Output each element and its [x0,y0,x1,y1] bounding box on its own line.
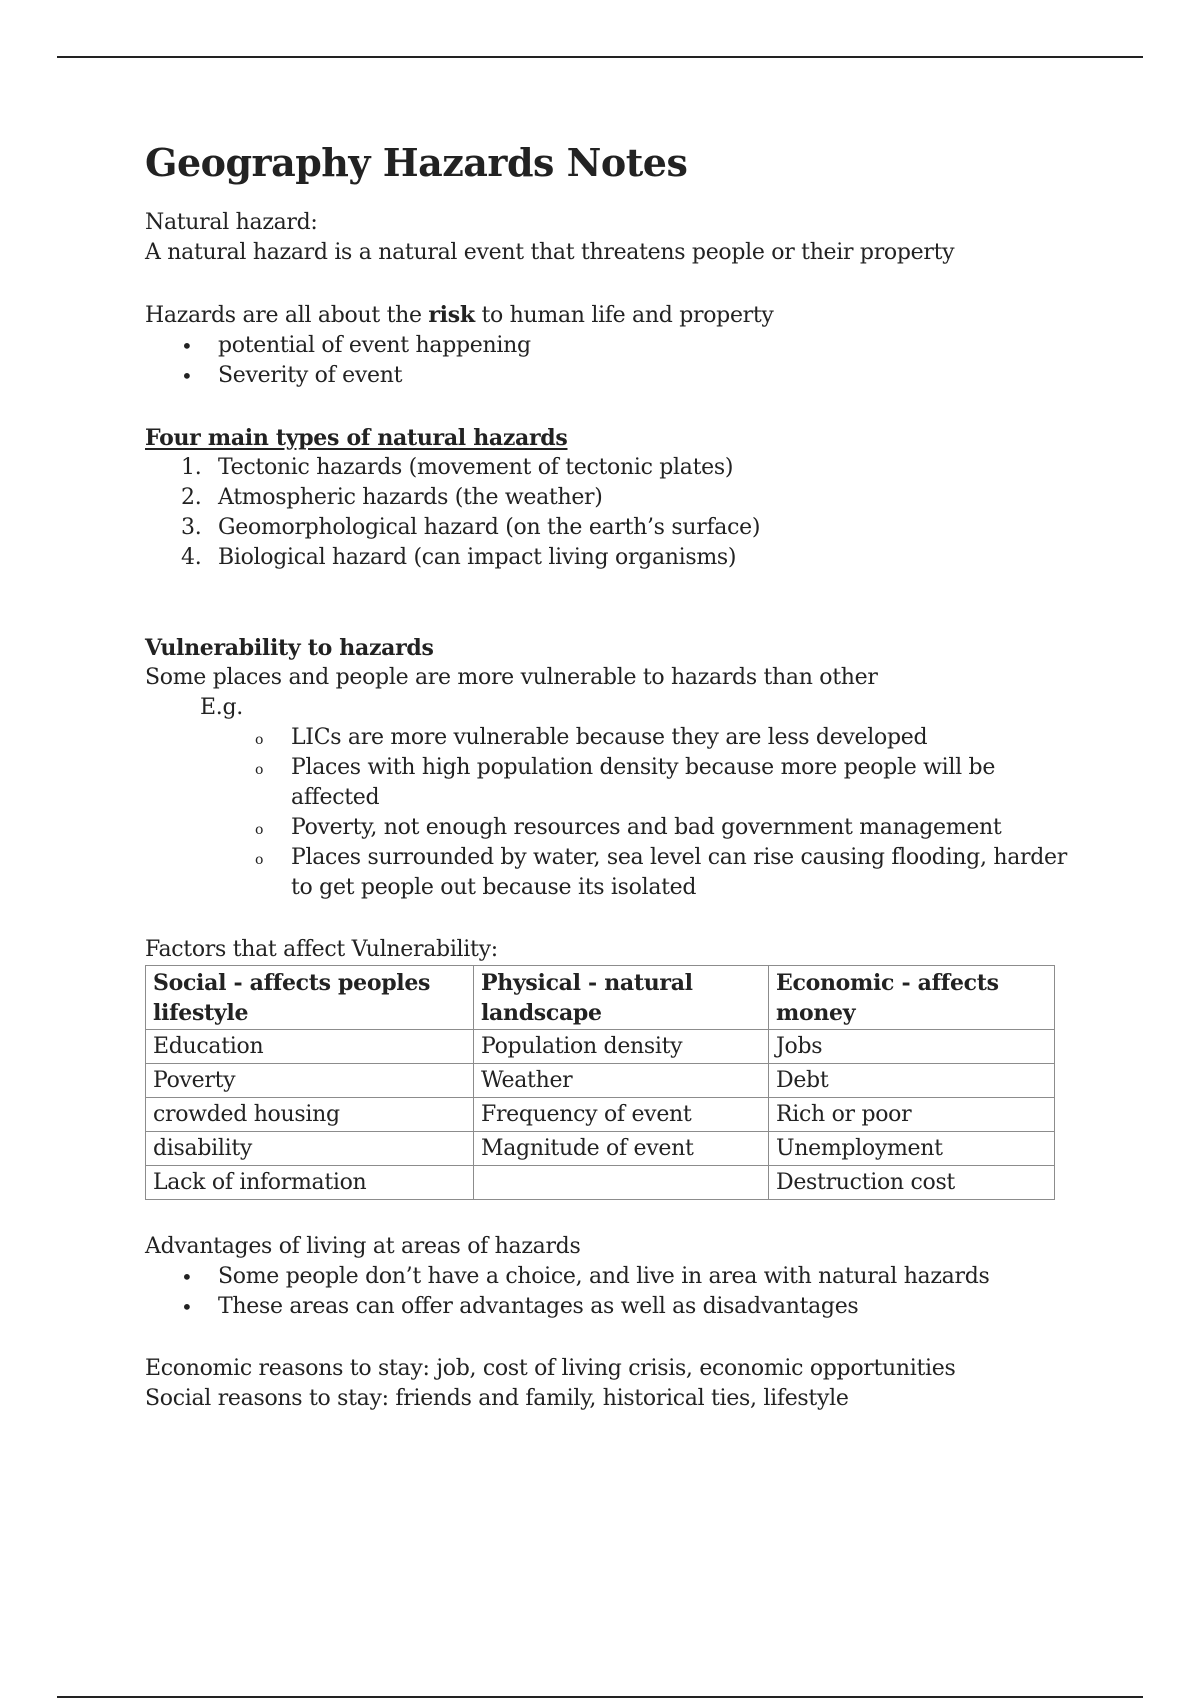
list-item-text: Places with high population density because more people will be affected [291,755,996,810]
natural-hazard-label: Natural hazard: [145,210,318,235]
list-item [145,753,1071,813]
list-item-text: Some people don’t have a choice, and live in area with natural hazards [218,1264,990,1289]
list-item-text: Geomorphological hazard (on the earth’s surface) [218,515,761,540]
table-cell: Jobs [769,1030,1055,1064]
bullet-marker: • [181,1295,193,1319]
document-body [145,140,1085,1414]
natural-hazard-definition: A natural hazard is a natural event that threatens people or their property [145,240,955,265]
risk-prefix: Hazards are all about the [145,303,429,328]
page-title: Geography Hazards Notes [145,140,688,185]
table-cell: Weather [474,1064,769,1098]
list-item [145,331,1085,361]
risk-bold: risk [428,302,475,328]
list-item [145,483,1085,513]
types-heading: Four main types of natural hazards [145,425,568,451]
social-reasons: Social reasons to stay: friends and family, historical ties, lifestyle [145,1386,849,1411]
risk-bullet-list [145,331,1085,391]
table-cell: Poverty [146,1064,474,1098]
table-cell: disability [146,1132,474,1166]
table-cell: crowded housing [146,1098,474,1132]
bullet-marker: • [181,334,193,358]
list-item-text: Severity of event [218,363,403,388]
table-header-row [146,966,1055,1030]
list-item-text: Biological hazard (can impact living organisms) [218,545,737,570]
factors-label: Factors that affect Vulnerability: [145,937,498,962]
list-item-text: Atmospheric hazards (the weather) [218,485,603,510]
economic-reasons: Economic reasons to stay: job, cost of living crisis, economic opportunities [145,1356,956,1381]
table-cell: Debt [769,1064,1055,1098]
list-item [145,843,1071,903]
table-row [146,1166,1055,1200]
advantages-label: Advantages of living at areas of hazards [145,1234,581,1259]
list-number: 4. [181,545,202,570]
table-cell: Education [146,1030,474,1064]
table-header-cell: Social - affects peoples lifestyle [146,966,474,1030]
bullet-marker: • [181,364,193,388]
table-row [146,1064,1055,1098]
advantages-bullet-list [145,1262,1085,1322]
table-header-cell: Physical - natural landscape [474,966,769,1030]
list-item [145,1262,1085,1292]
table-cell: Frequency of event [474,1098,769,1132]
circle-bullet-icon: o [255,822,264,838]
vulnerability-intro: Some places and people are more vulnerable to hazards than other [145,665,878,690]
vulnerability-heading: Vulnerability to hazards [145,635,434,661]
table-cell [474,1166,769,1200]
table-cell: Destruction cost [769,1166,1055,1200]
bottom-rule [57,1696,1143,1698]
table-cell: Magnitude of event [474,1132,769,1166]
list-item [145,723,1071,753]
list-number: 1. [181,455,202,480]
vulnerability-examples-list [145,723,1085,903]
list-item-text: These areas can offer advantages as well as disadvantages [218,1294,859,1319]
table-cell: Population density [474,1030,769,1064]
list-item [145,1292,1085,1322]
types-numbered-list [145,453,1085,573]
table-cell: Lack of information [146,1166,474,1200]
list-item [145,453,1085,483]
list-item [145,543,1085,573]
table-cell: Rich or poor [769,1098,1055,1132]
risk-statement [145,300,1085,331]
table-header-cell: Economic - affects money [769,966,1055,1030]
list-item-text: LICs are more vulnerable because they are less developed [291,725,928,750]
circle-bullet-icon: o [255,732,264,748]
factors-table [145,965,1055,1200]
list-number: 3. [181,515,202,540]
risk-suffix: to human life and property [474,303,774,328]
bullet-marker: • [181,1265,193,1289]
table-row [146,1030,1055,1064]
table-row [146,1132,1055,1166]
list-item [145,813,1071,843]
top-rule [57,56,1143,58]
circle-bullet-icon: o [255,852,264,868]
list-item [145,361,1085,391]
list-item-text: Tectonic hazards (movement of tectonic plates) [218,455,734,480]
list-item-text: potential of event happening [218,333,531,358]
table-cell: Unemployment [769,1132,1055,1166]
table-row [146,1098,1055,1132]
eg-label: E.g. [200,695,243,720]
list-item [145,513,1085,543]
list-item-text: Poverty, not enough resources and bad government management [291,815,1002,840]
circle-bullet-icon: o [255,762,264,778]
list-number: 2. [181,485,202,510]
list-item-text: Places surrounded by water, sea level can rise causing flooding, harder to get people out because its isolated [291,845,1067,900]
